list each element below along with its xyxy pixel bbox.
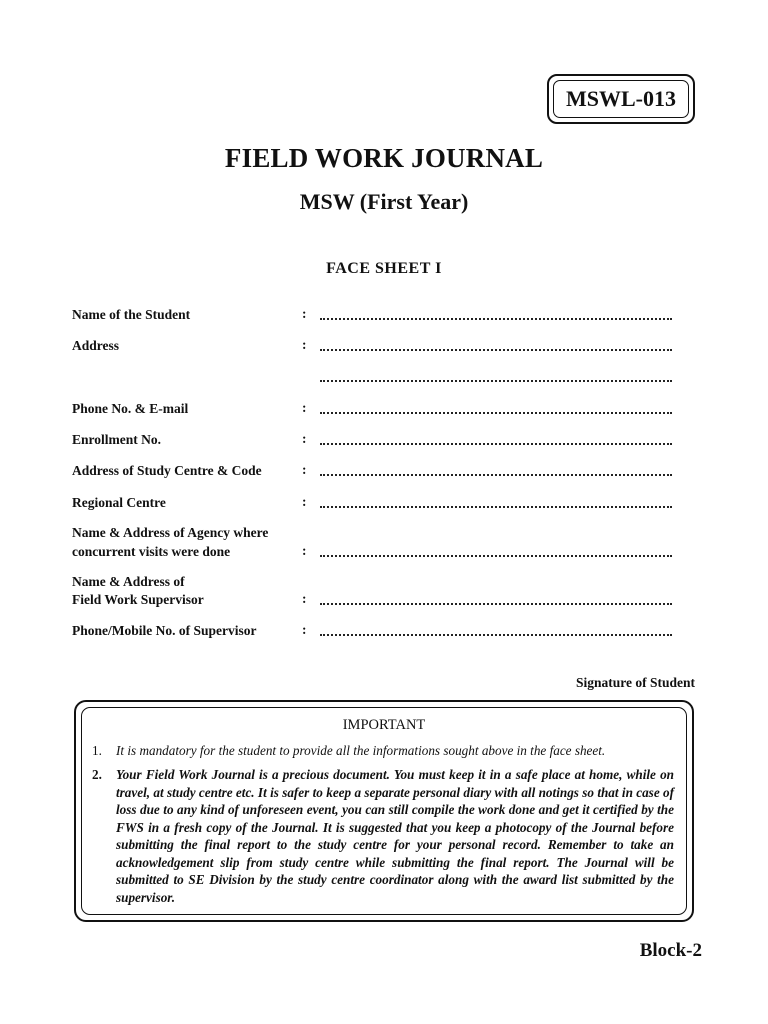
field-label-enrollment: Enrollment No. — [72, 432, 162, 447]
field-colon: : — [302, 622, 307, 637]
field-label-study-centre: Address of Study Centre & Code — [72, 463, 262, 478]
agency-field[interactable] — [320, 553, 672, 557]
sheet-title: FACE SHEET I — [326, 260, 442, 277]
field-label-supervisor-phone: Phone/Mobile No. of Supervisor — [72, 623, 257, 638]
field-label-agency-line-2: concurrent visits were done — [72, 544, 231, 559]
signature-label: Signature of Student — [575, 675, 695, 690]
important-box — [74, 700, 694, 922]
important-item — [92, 766, 674, 906]
block-label: Block-2 — [639, 940, 702, 961]
important-item-number: 1. — [92, 743, 102, 758]
field-label-agency-line-1: Name & Address of Agency where — [72, 525, 269, 540]
field-colon: : — [302, 337, 307, 352]
phone-email-field[interactable] — [320, 410, 672, 414]
field-label-supervisor-line-1: Name & Address of — [72, 574, 185, 589]
student-name-field[interactable] — [320, 316, 672, 320]
field-label-phone-email: Phone No. & E-mail — [72, 401, 189, 416]
important-item-text: Your Field Work Journal is a precious document. You must keep it in a safe place at home, while on travel, at study centre etc. It is safer to keep a separate personal diary with all notings so that in case of loss due to any kind of unforeseen event, you can still compile the work done and get it certified by the FWS in a fresh copy of the Journal. It is suggested that you keep a photocopy of the Journal before submitting the final report to the study centre for your personal record. Remember to take an acknowledgement slip from study centre while submitting the final report. The Journal will be submitted to SE Division by the study centre coordinator along with the award list submitted by the supervisor. — [116, 767, 674, 905]
page-title: FIELD WORK JOURNAL — [224, 143, 544, 173]
regional-centre-field[interactable] — [320, 504, 672, 508]
field-label-regional-centre: Regional Centre — [72, 495, 166, 510]
important-item — [92, 742, 674, 760]
field-label-address: Address — [72, 338, 120, 353]
field-label-supervisor-line-2: Field Work Supervisor — [72, 592, 204, 607]
course-code: MSWL-013 — [553, 80, 689, 118]
page-subtitle: MSW (First Year) — [299, 189, 469, 214]
study-centre-field[interactable] — [320, 472, 672, 476]
important-item-number: 2. — [92, 767, 102, 782]
supervisor-field[interactable] — [320, 601, 672, 605]
field-colon: : — [302, 543, 307, 558]
enrollment-field[interactable] — [320, 441, 672, 445]
address-field-line-1[interactable] — [320, 347, 672, 351]
field-colon: : — [302, 306, 307, 321]
address-field-line-2[interactable] — [320, 378, 672, 382]
important-box-inner — [81, 707, 687, 915]
field-colon: : — [302, 400, 307, 415]
important-item-text: It is mandatory for the student to provide all the informations sought above in the face sheet. — [116, 743, 606, 758]
course-code-box — [547, 74, 695, 124]
supervisor-phone-field[interactable] — [320, 632, 672, 636]
field-colon: : — [302, 494, 307, 509]
field-colon: : — [302, 431, 307, 446]
field-label-student-name: Name of the Student — [72, 307, 191, 322]
field-colon: : — [302, 462, 307, 477]
important-heading: IMPORTANT — [342, 717, 426, 733]
field-colon: : — [302, 591, 307, 606]
